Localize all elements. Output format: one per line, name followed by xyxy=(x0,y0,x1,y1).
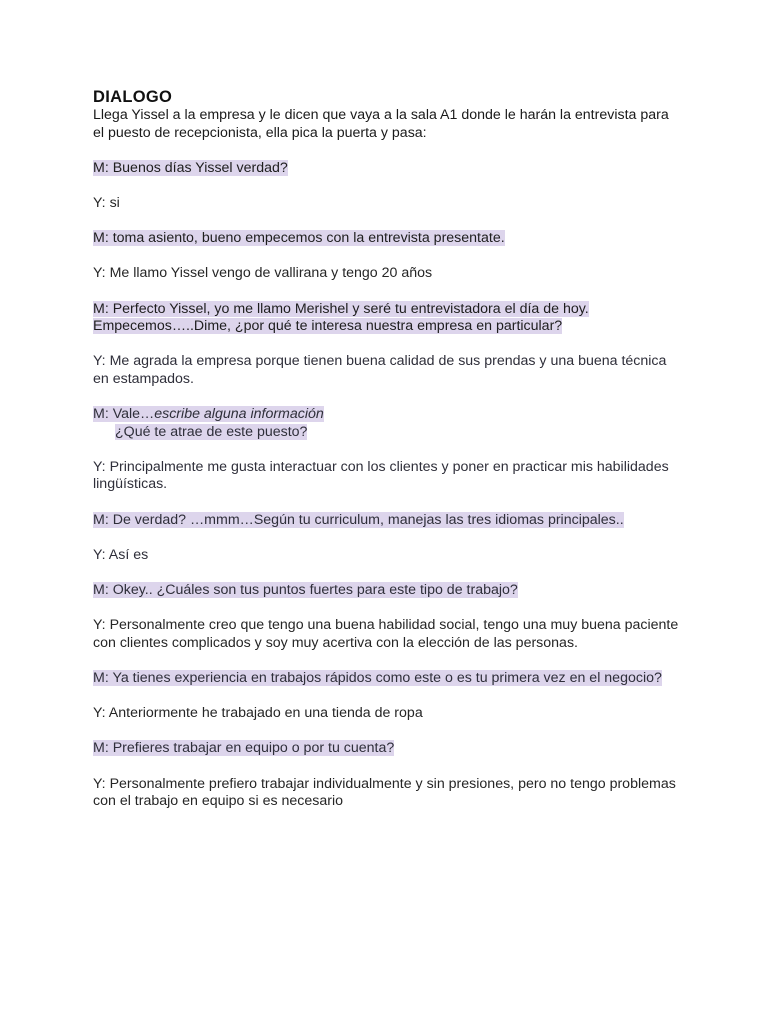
dialogue-line-y3: Y: Me agrada la empresa porque tienen buena calidad de sus prendas y una buena técnica en estampados. xyxy=(93,353,667,387)
highlighted-text: M: Ya tienes experiencia en trabajos rápidos como este o es tu primera vez en el negocio? xyxy=(93,670,662,686)
highlighted-text: M: toma asiento, bueno empecemos con la entrevista presentate. xyxy=(93,230,505,247)
dialogue-line-m6 xyxy=(93,582,683,600)
document-title: DIALOGO xyxy=(93,88,173,106)
italic-note: escribe alguna información xyxy=(154,406,324,423)
highlighted-text xyxy=(93,406,324,422)
dialogue-line-y7: Y: Anteriormente he trabajado en una tienda de ropa xyxy=(93,705,423,722)
dialogue-line-m5 xyxy=(93,512,683,530)
dialogue-line-m7 xyxy=(93,670,683,688)
dialogue-line-m4 xyxy=(93,406,683,441)
document-body xyxy=(93,88,683,828)
dialogue-line-m2 xyxy=(93,230,683,248)
dialogue-line-m1 xyxy=(93,160,683,178)
dialogue-line-y8: Y: Personalmente prefiero trabajar individualmente y sin presiones, pero no tengo problemas con el trabajo en equipo si es necesario xyxy=(93,775,676,810)
dialogue-line-y5: Y: Así es xyxy=(93,546,149,563)
dialogue-line-m3 xyxy=(93,301,683,336)
highlighted-text: ¿Qué te atrae de este puesto? xyxy=(115,423,308,440)
dialogue-line-y4: Y: Principalmente me gusta interactuar con los clientes y poner en practicar mis habilidades lingüísticas. xyxy=(93,458,669,493)
highlighted-text: M: Perfecto Yissel, yo me llamo Merishel y seré tu entrevistadora el día de hoy. xyxy=(93,300,589,317)
dialogue-line-y6: Y: Personalmente creo que tengo una buena habilidad social, tengo una muy buena paciente con clientes complicados y soy muy acertiva con la elección de las personas. xyxy=(93,617,679,651)
dialogue-line-m8 xyxy=(93,740,683,758)
dialogue-line-y2: Y: Me llamo Yissel vengo de vallirana y tengo 20 años xyxy=(93,265,433,282)
highlighted-text: M: Buenos días Yissel verdad? xyxy=(93,159,288,176)
highlighted-text: Empecemos…..Dime, ¿por qué te interesa nuestra empresa en particular? xyxy=(93,318,563,335)
intro-paragraph: Llega Yissel a la empresa y le dicen que vaya a la sala A1 donde le harán la entrevista para el puesto de recepcionista, ella pica la puerta y pasa: xyxy=(93,107,669,141)
highlighted-text: M: Okey.. ¿Cuáles son tus puntos fuertes para este tipo de trabajo? xyxy=(93,582,518,599)
indented-question xyxy=(93,424,307,440)
speaker-text: M: Vale… xyxy=(93,406,155,423)
highlighted-text: M: Prefieres trabajar en equipo o por tu cuenta? xyxy=(93,740,395,757)
dialogue-line-y1: Y: si xyxy=(93,194,120,211)
highlighted-text: M: De verdad? …mmm…Según tu curriculum, manejas las tres idiomas principales.. xyxy=(93,511,624,528)
